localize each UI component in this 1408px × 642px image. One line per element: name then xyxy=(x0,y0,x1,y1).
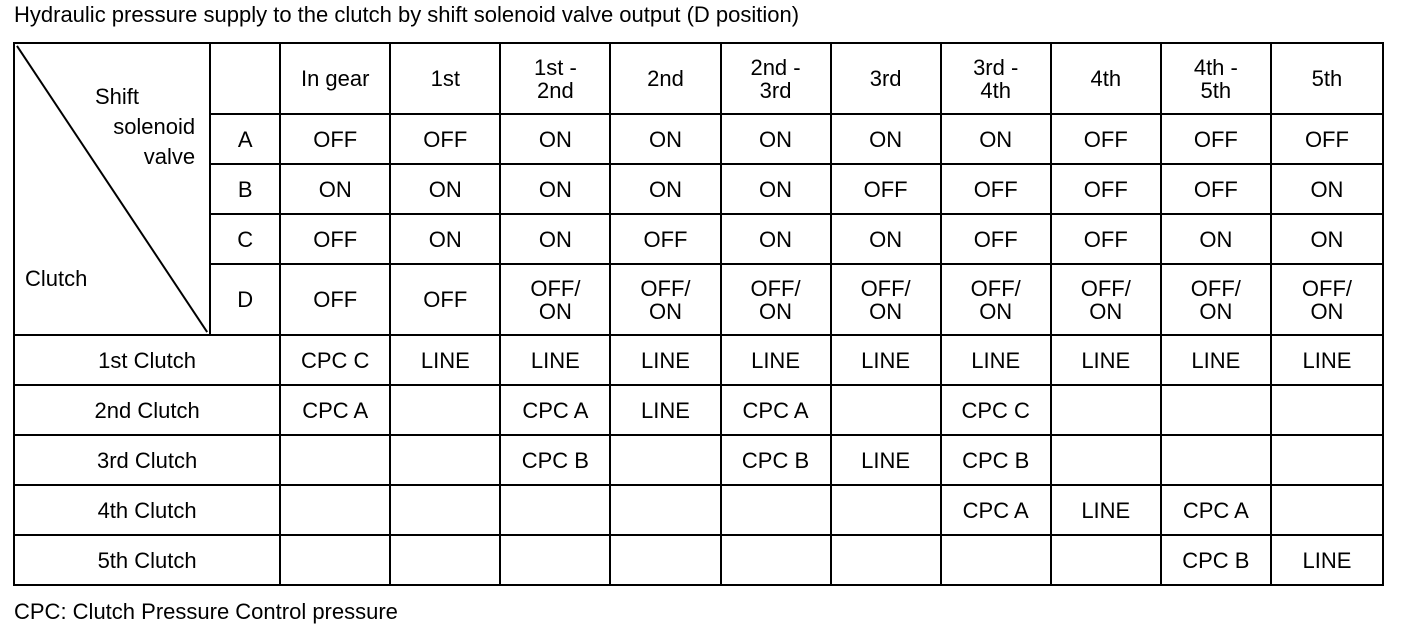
solenoid-state-cell: OFF xyxy=(1051,214,1161,264)
clutch-pressure-cell: CPC B xyxy=(721,435,831,485)
clutch-pressure-cell xyxy=(390,485,500,535)
clutch-label: Clutch xyxy=(25,266,88,291)
solenoid-state-cell: OFF xyxy=(1161,114,1271,164)
solenoid-label: solenoid xyxy=(113,114,196,139)
clutch-pressure-cell: LINE xyxy=(941,335,1051,385)
solenoid-name: C xyxy=(210,214,280,264)
valve-label: valve xyxy=(143,144,196,169)
solenoid-state-cell: OFF xyxy=(831,164,941,214)
clutch-pressure-cell: CPC A xyxy=(280,385,390,435)
column-header-2nd-3rd: 2nd - 3rd xyxy=(721,43,831,114)
clutch-pressure-cell xyxy=(500,485,610,535)
solenoid-state-cell: OFF/ ON xyxy=(721,264,831,335)
solenoid-state-cell: OFF xyxy=(941,164,1051,214)
clutch-pressure-cell: CPC A xyxy=(1161,485,1271,535)
solenoid-row-b xyxy=(14,164,1383,214)
clutch-pressure-cell xyxy=(831,485,941,535)
clutch-pressure-cell: CPC B xyxy=(1161,535,1271,585)
clutch-pressure-cell xyxy=(390,535,500,585)
shift-label: Shift xyxy=(95,84,140,109)
empty-header-cell xyxy=(210,43,280,114)
clutch-row-1st-clutch xyxy=(14,335,1383,385)
clutch-pressure-cell xyxy=(610,535,720,585)
clutch-pressure-cell xyxy=(610,485,720,535)
solenoid-state-cell: ON xyxy=(280,164,390,214)
solenoid-state-cell: OFF xyxy=(280,214,390,264)
clutch-pressure-cell: LINE xyxy=(610,335,720,385)
clutch-name: 1st Clutch xyxy=(14,335,280,385)
clutch-pressure-cell xyxy=(610,435,720,485)
clutch-pressure-cell: LINE xyxy=(831,435,941,485)
column-header-3rd-4th: 3rd - 4th xyxy=(941,43,1051,114)
clutch-pressure-cell xyxy=(280,435,390,485)
clutch-pressure-cell xyxy=(721,485,831,535)
solenoid-state-cell: ON xyxy=(390,214,500,264)
clutch-pressure-cell xyxy=(831,385,941,435)
solenoid-state-cell: ON xyxy=(610,164,720,214)
solenoid-name: A xyxy=(210,114,280,164)
header-row xyxy=(14,43,1383,114)
clutch-pressure-cell: LINE xyxy=(721,335,831,385)
clutch-pressure-cell xyxy=(941,535,1051,585)
solenoid-state-cell: ON xyxy=(1271,164,1383,214)
clutch-pressure-cell: LINE xyxy=(1051,335,1161,385)
solenoid-state-cell: OFF xyxy=(280,114,390,164)
column-header-2nd: 2nd xyxy=(610,43,720,114)
solenoid-clutch-table xyxy=(13,42,1384,586)
clutch-pressure-cell: LINE xyxy=(1271,335,1383,385)
solenoid-row-c xyxy=(14,214,1383,264)
solenoid-state-cell: OFF xyxy=(610,214,720,264)
clutch-pressure-cell xyxy=(1051,535,1161,585)
clutch-row-2nd-clutch xyxy=(14,385,1383,435)
clutch-pressure-cell: LINE xyxy=(610,385,720,435)
solenoid-row-d xyxy=(14,264,1383,335)
column-header-5th: 5th xyxy=(1271,43,1383,114)
clutch-pressure-cell xyxy=(1051,435,1161,485)
solenoid-state-cell: ON xyxy=(721,214,831,264)
clutch-name: 4th Clutch xyxy=(14,485,280,535)
column-header-4th: 4th xyxy=(1051,43,1161,114)
clutch-pressure-cell: LINE xyxy=(1271,535,1383,585)
clutch-pressure-cell xyxy=(1051,385,1161,435)
clutch-pressure-cell xyxy=(390,385,500,435)
clutch-pressure-cell: CPC C xyxy=(941,385,1051,435)
solenoid-state-cell: ON xyxy=(500,114,610,164)
clutch-pressure-cell xyxy=(1271,485,1383,535)
solenoid-state-cell: ON xyxy=(500,214,610,264)
clutch-pressure-cell: CPC A xyxy=(941,485,1051,535)
solenoid-state-cell: ON xyxy=(1161,214,1271,264)
solenoid-state-cell: OFF/ ON xyxy=(500,264,610,335)
solenoid-state-cell: ON xyxy=(721,114,831,164)
clutch-pressure-cell xyxy=(1161,435,1271,485)
column-header-in-gear: In gear xyxy=(280,43,390,114)
clutch-pressure-cell: CPC B xyxy=(500,435,610,485)
clutch-row-4th-clutch xyxy=(14,485,1383,535)
solenoid-state-cell: OFF xyxy=(1271,114,1383,164)
solenoid-state-cell: ON xyxy=(831,114,941,164)
solenoid-state-cell: ON xyxy=(721,164,831,214)
clutch-pressure-cell xyxy=(831,535,941,585)
solenoid-state-cell: ON xyxy=(610,114,720,164)
solenoid-state-cell: OFF/ ON xyxy=(831,264,941,335)
solenoid-state-cell: OFF xyxy=(390,114,500,164)
solenoid-row-a xyxy=(14,114,1383,164)
clutch-name: 2nd Clutch xyxy=(14,385,280,435)
clutch-pressure-cell xyxy=(1271,385,1383,435)
clutch-pressure-cell: LINE xyxy=(390,335,500,385)
solenoid-state-cell: OFF xyxy=(1051,114,1161,164)
solenoid-state-cell: ON xyxy=(390,164,500,214)
clutch-pressure-cell xyxy=(721,535,831,585)
page-title: Hydraulic pressure supply to the clutch by shift solenoid valve output (D position) xyxy=(14,2,800,27)
clutch-pressure-cell: LINE xyxy=(831,335,941,385)
solenoid-state-cell: OFF/ ON xyxy=(1051,264,1161,335)
solenoid-state-cell: OFF xyxy=(390,264,500,335)
corner-cell xyxy=(14,43,210,335)
column-header-1st-2nd: 1st - 2nd xyxy=(500,43,610,114)
column-header-3rd: 3rd xyxy=(831,43,941,114)
clutch-pressure-cell: LINE xyxy=(500,335,610,385)
clutch-pressure-cell xyxy=(280,535,390,585)
clutch-pressure-cell: CPC B xyxy=(941,435,1051,485)
solenoid-state-cell: OFF xyxy=(1051,164,1161,214)
clutch-pressure-cell: CPC A xyxy=(500,385,610,435)
clutch-pressure-cell xyxy=(1271,435,1383,485)
solenoid-state-cell: ON xyxy=(500,164,610,214)
clutch-pressure-cell xyxy=(500,535,610,585)
solenoid-state-cell: ON xyxy=(941,114,1051,164)
solenoid-state-cell: ON xyxy=(831,214,941,264)
solenoid-state-cell: OFF/ ON xyxy=(1161,264,1271,335)
solenoid-state-cell: ON xyxy=(1271,214,1383,264)
solenoid-state-cell: OFF xyxy=(941,214,1051,264)
footnote: CPC: Clutch Pressure Control pressure xyxy=(14,599,398,624)
solenoid-state-cell: OFF/ ON xyxy=(941,264,1051,335)
column-header-4th-5th: 4th - 5th xyxy=(1161,43,1271,114)
clutch-row-5th-clutch xyxy=(14,535,1383,585)
solenoid-state-cell: OFF/ ON xyxy=(610,264,720,335)
solenoid-state-cell: OFF xyxy=(280,264,390,335)
clutch-name: 5th Clutch xyxy=(14,535,280,585)
solenoid-name: D xyxy=(210,264,280,335)
clutch-pressure-cell xyxy=(1161,385,1271,435)
column-header-1st: 1st xyxy=(390,43,500,114)
clutch-pressure-cell: CPC C xyxy=(280,335,390,385)
clutch-pressure-cell xyxy=(390,435,500,485)
clutch-pressure-cell: CPC A xyxy=(721,385,831,435)
solenoid-state-cell: OFF xyxy=(1161,164,1271,214)
clutch-pressure-cell: LINE xyxy=(1161,335,1271,385)
clutch-row-3rd-clutch xyxy=(14,435,1383,485)
clutch-name: 3rd Clutch xyxy=(14,435,280,485)
clutch-pressure-cell xyxy=(280,485,390,535)
solenoid-state-cell: OFF/ ON xyxy=(1271,264,1383,335)
clutch-pressure-cell: LINE xyxy=(1051,485,1161,535)
solenoid-name: B xyxy=(210,164,280,214)
